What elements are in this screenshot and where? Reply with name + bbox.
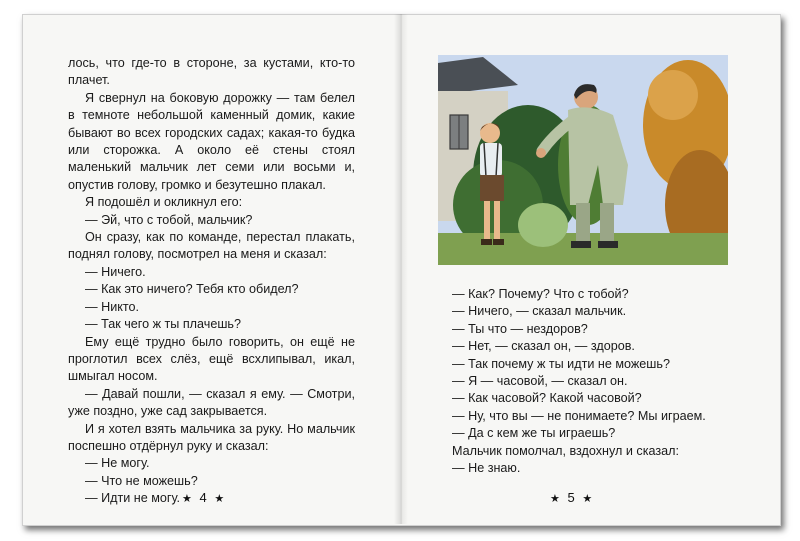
- dialogue-line: — Как? Почему? Что с тобой?: [452, 287, 629, 301]
- dialogue-line: — Идти не могу.: [85, 491, 181, 506]
- star-icon: ★: [182, 493, 194, 505]
- dialogue-line: — Ты что — нездоров?: [452, 321, 588, 336]
- autumn-tree-highlight: [648, 70, 698, 120]
- dialogue-line: — Давай пошли, — сказал я ему. — Смотри, уже поздно, уже сад закрывается.: [68, 386, 355, 419]
- man-trousers: [576, 203, 590, 243]
- dialogue-line: — Что не можешь?: [85, 473, 198, 488]
- paragraph: Мальчик помолчал, вздохнул и сказал:: [452, 443, 679, 458]
- boy-shirt: [480, 143, 502, 177]
- page-number: 5: [567, 490, 577, 505]
- star-icon: ★: [550, 493, 562, 505]
- dialogue-line: — Так чего ж ты плачешь?: [85, 317, 241, 332]
- right-page-text: [435, 286, 724, 477]
- paragraph: Он сразу, как по команде, перестал плакать, поднял голову, посмотрел на меня и сказал:: [68, 230, 355, 262]
- left-page: [22, 14, 400, 524]
- paragraph: И я хотел взять мальчика за руку. Но мальчик поспешно отдёрнул руку и сказал:: [68, 421, 355, 453]
- dialogue-line: — Нет, — сказал он, — здоров.: [452, 339, 635, 354]
- man-shoes: [571, 241, 591, 248]
- left-page-text: [68, 55, 355, 508]
- dialogue-line: — Так почему ж ты идти не можешь?: [452, 356, 670, 371]
- dialogue-line: — Да с кем же ты играешь?: [452, 426, 616, 441]
- dialogue-line: — Никто.: [85, 299, 140, 314]
- paragraph: лось, что где-то в стороне, за кустами, кто-то плачет.: [68, 56, 355, 88]
- paragraph: Я подошёл и окликнул его:: [85, 195, 243, 210]
- dialogue-line: — Как это ничего? Тебя кто обидел?: [85, 282, 299, 297]
- boy-legs: [484, 201, 490, 241]
- dialogue-line: — Ничего.: [85, 264, 146, 279]
- star-icon: ★: [582, 493, 595, 505]
- dialogue-line: — Эй, что с тобой, мальчик?: [85, 212, 253, 227]
- dialogue-line: — Я — часовой, — сказал он.: [452, 374, 628, 389]
- page-number: 4: [199, 490, 209, 505]
- plant-leaves: [518, 203, 568, 247]
- star-icon: ★: [214, 493, 227, 505]
- man-hand: [536, 148, 546, 158]
- page-number-right: [550, 490, 594, 505]
- dialogue-line: — Ну, что вы — не понимаете? Мы играем.: [452, 408, 706, 423]
- boy-shoes: [481, 239, 492, 245]
- man-bending-to-boy-illustration: [438, 55, 728, 265]
- page-number-left: [182, 490, 226, 505]
- paragraph: Ему ещё трудно было говорить, он ещё не проглотил всех слёз, ещё всхлипывал, икал, шмыгал носом.: [68, 334, 355, 384]
- dialogue-line: — Не могу.: [85, 456, 150, 471]
- dialogue-line: — Как часовой? Какой часовой?: [452, 391, 642, 406]
- dialogue-line: — Не знаю.: [452, 461, 521, 476]
- paragraph: Я свернул на боковую дорожку — там белел в темноте небольшой каменный домик, какие бывают во всех городских садах; какая-то будка или сторожка. А около её стены стоял маленький мальчик лет семи или восьми и, опустив голову, громко и безутешно плакал.: [68, 90, 355, 192]
- dialogue-line: — Ничего, — сказал мальчик.: [452, 304, 627, 319]
- boy-head: [480, 123, 500, 143]
- boy-shorts: [480, 175, 504, 201]
